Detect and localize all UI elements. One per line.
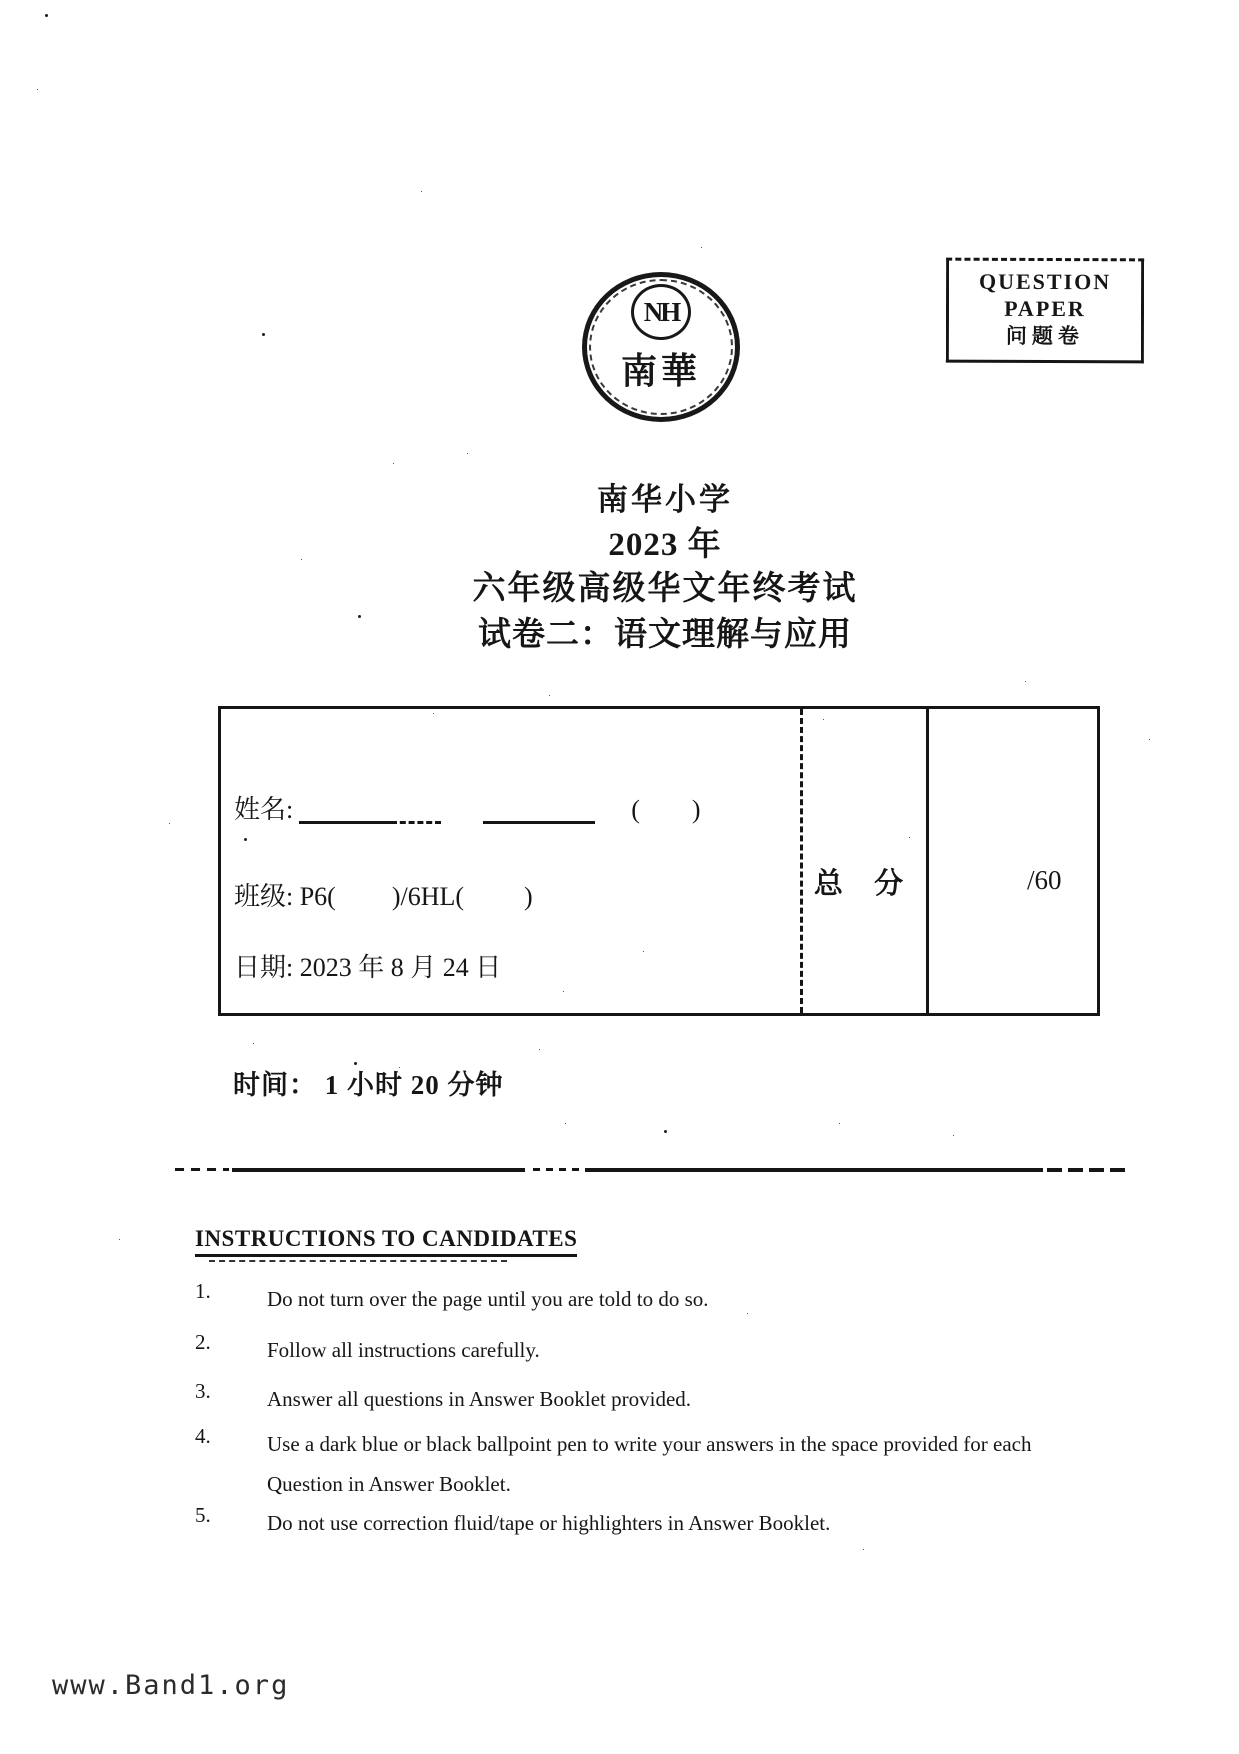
question-paper-stamp-box <box>946 258 1144 364</box>
instruction-text: Answer all questions in Answer Booklet provided. <box>267 1387 692 1411</box>
stamp-text-chinese: 问题卷 <box>1005 323 1084 349</box>
instruction-number: 3. <box>195 1379 211 1403</box>
name-label: 姓名: <box>234 795 294 824</box>
stamp-text-paper: PAPER <box>1004 295 1086 322</box>
instruction-number: 5. <box>195 1503 211 1527</box>
name-blank-line-1 <box>299 801 391 824</box>
exam-paper-title: 试卷二：语文理解与应用 <box>478 617 852 653</box>
exam-year-title: 2023 年 <box>608 527 722 563</box>
scan-noise-speckles <box>0 0 3 3</box>
date-row: 日期: 2023 年 8 月 24 日 <box>234 953 502 982</box>
source-watermark: www.Band1.org <box>52 1670 290 1701</box>
instruction-text: Use a dark blue or black ballpoint pen to write your answers in the space provided for each Question in Answer Booklet. <box>267 1432 1032 1496</box>
name-paren-close: ) <box>691 795 701 824</box>
name-blank-line-dashes <box>391 801 441 824</box>
logo-monogram: NH <box>631 284 691 340</box>
instruction-item-3 <box>195 1379 1102 1419</box>
instruction-number: 2. <box>195 1330 211 1354</box>
class-label-6hl: )/6HL( <box>391 882 465 911</box>
name-blank-line-2 <box>483 801 595 824</box>
candidate-info-box <box>218 706 1100 1016</box>
exam-level-title: 六年级高级华文年终考试 <box>472 571 858 607</box>
instruction-item-5 <box>195 1503 1102 1543</box>
instructions-heading: INSTRUCTIONS TO CANDIDATES <box>195 1226 577 1257</box>
name-row <box>234 789 701 826</box>
stamp-text-question: QUESTION <box>978 268 1112 295</box>
info-box-solid-divider <box>926 709 929 1013</box>
total-score-denominator: /60 <box>1027 865 1062 895</box>
total-score-label: 总 分 <box>813 868 916 900</box>
school-name-title: 南华小学 <box>597 482 733 517</box>
instruction-item-4 <box>195 1424 1102 1504</box>
exam-duration: 时间： 1 小时 20 分钟 <box>233 1070 504 1100</box>
logo-school-name: 南華 <box>620 351 701 391</box>
instruction-text: Do not use correction fluid/tape or highlighters in Answer Booklet. <box>267 1511 831 1535</box>
instruction-item-1 <box>195 1279 1102 1319</box>
instruction-number: 4. <box>195 1424 211 1448</box>
class-paren-close: ) <box>524 882 533 911</box>
class-row <box>234 876 533 913</box>
school-logo <box>582 272 740 422</box>
instruction-number: 1. <box>195 1279 211 1303</box>
instruction-text: Do not turn over the page until you are told to do so. <box>267 1287 709 1311</box>
class-label-p6: 班级: P6( <box>234 882 336 911</box>
instruction-text: Follow all instructions carefully. <box>267 1338 540 1362</box>
instruction-item-2 <box>195 1330 1102 1370</box>
name-paren-open: ( <box>631 795 640 824</box>
dashed-separator-line <box>175 1167 1125 1173</box>
